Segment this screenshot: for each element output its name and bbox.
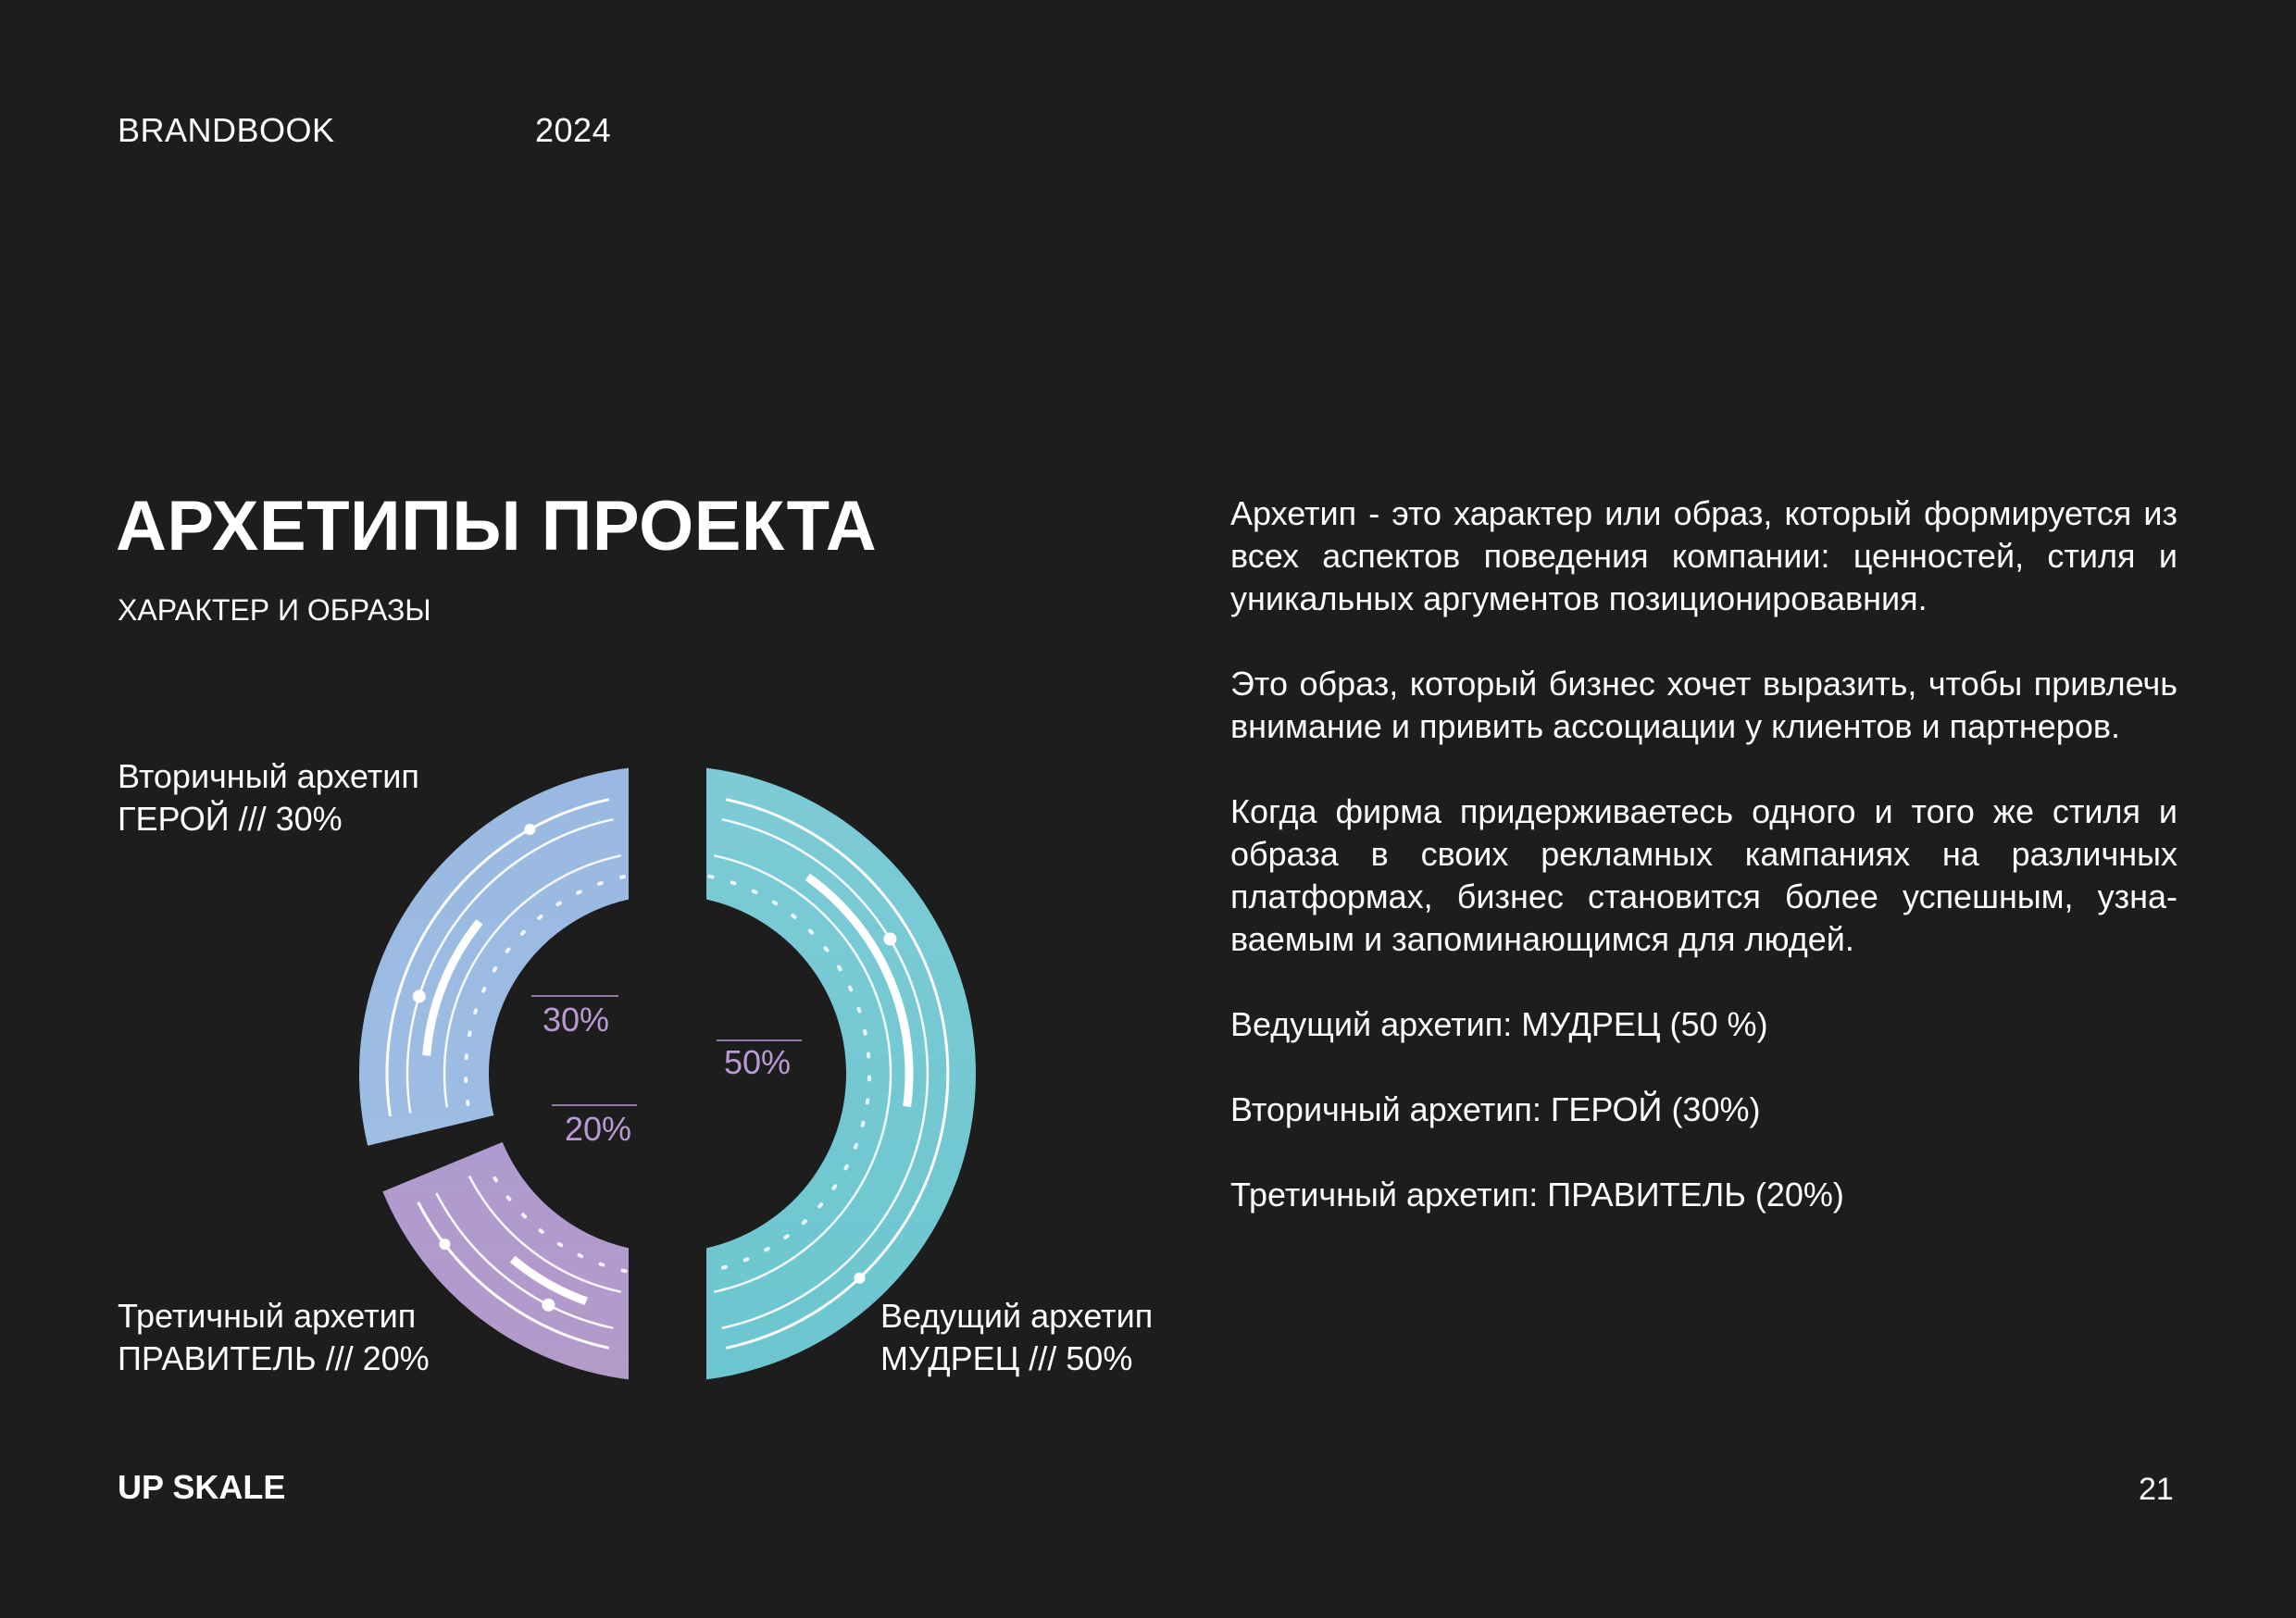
sage-archetype-kind: Ведущий архетип [880,1297,1154,1335]
footer-brand: UP SKALE [118,1468,286,1506]
segment-marker [413,989,426,1002]
value-label-sage: 50% [723,1043,792,1081]
brand-label: BRANDBOOK [118,111,335,149]
summary-leading: Ведущий архетип: МУДРЕЦ (50 %) [1230,1005,1768,1043]
page-title: АРХЕТИПЫ ПРОЕКТА [116,487,878,566]
summary-tertiary: Третичный архетип: ПРАВИТЕЛЬ (20%) [1230,1176,1844,1214]
description-paragraph: Архетип - это характер или образ, который формируется из всех аспектов поведения компании: ценностей, стиля и уникальных аргументов позиционировавния. [1230,494,2177,617]
segment-hero [359,768,632,1148]
summary-secondary: Вторичный архетип: ГЕРОЙ (30%) [1230,1090,1761,1128]
value-label-ruler: 20% [564,1110,632,1148]
ruler-archetype-kind: Третичный архетип [118,1297,417,1335]
description-paragraph: Когда фирма придерживаетесь одного и того же стиля и образа в своих рекламных кампаниях на различных платформах, бизнес становится более успешным, узнаваемым и запоминающимся для людей. [1230,792,2177,958]
archetype-description [1230,492,2177,1259]
segment-marker [542,1299,555,1312]
hero-archetype-value: ГЕРОЙ /// 30% [118,800,343,838]
sage-archetype-value: МУДРЕЦ /// 50% [880,1339,1133,1377]
segment-marker [524,824,535,835]
value-label-hero: 30% [542,1001,610,1039]
page-subtitle: ХАРАКТЕР И ОБРАЗЫ [118,593,431,627]
year-label: 2024 [535,111,612,149]
description-paragraph: Это образ, который бизнес хочет выразить, чтобы привлечь внимание и привить ассоциации у клиентов и партнеров. [1230,665,2177,745]
ruler-archetype-value: ПРАВИТЕЛЬ /// 20% [118,1339,430,1377]
segment-marker [439,1238,450,1250]
segment-marker [855,1273,866,1284]
hero-archetype-kind: Вторичный архетип [118,757,419,795]
segment-marker [883,933,896,946]
page-number: 21 [2139,1472,2174,1507]
